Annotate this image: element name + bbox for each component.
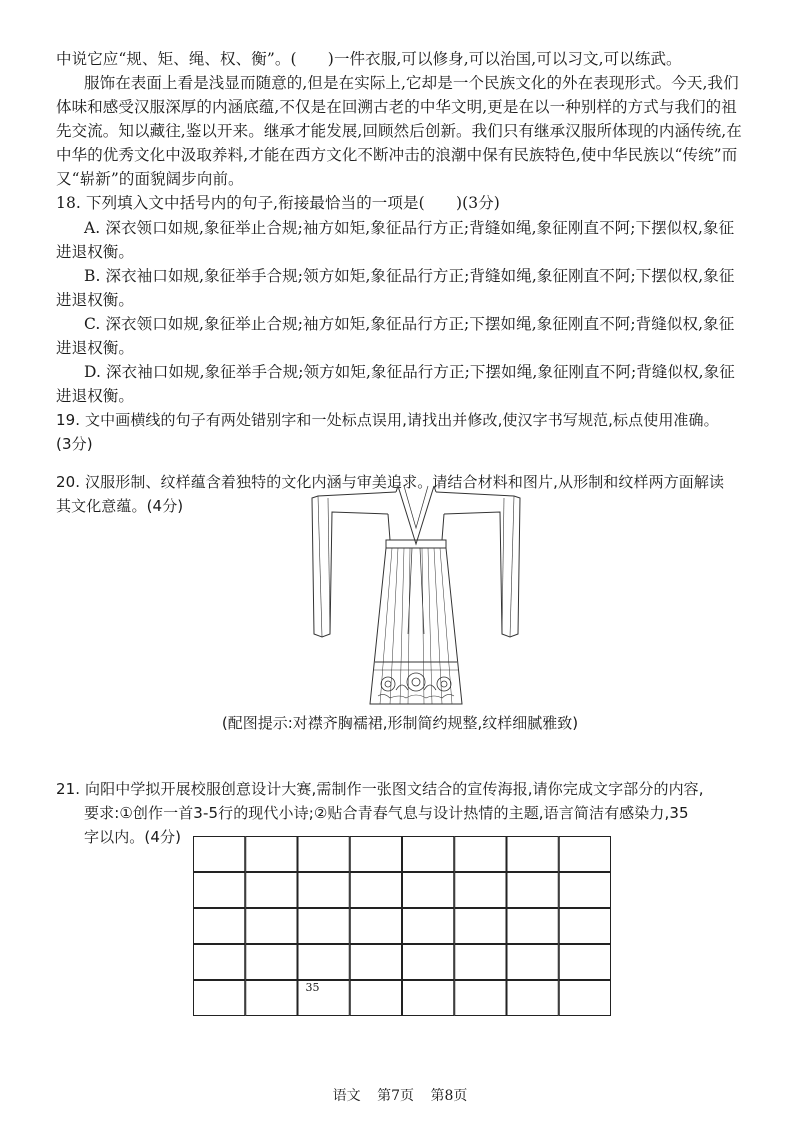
text-line-q18: 18. 下列填入文中括号内的句子,衔接最恰当的一项是( )(3分) <box>56 194 500 212</box>
grid-cell[interactable] <box>246 837 297 872</box>
grid-cell[interactable] <box>350 909 401 944</box>
text-line-q18a2: 进退权衡。 <box>56 243 135 261</box>
text-line-q21a: 21. 向阳中学拟开展校服创意设计大赛,需制作一张图文结合的宣传海报,请你完成文字部分的内容, <box>56 780 704 798</box>
grid-cell[interactable] <box>350 873 401 908</box>
text-line-p1: 服饰在表面上看是浅显而随意的,但是在实际上,它却是一个民族文化的外在表现形式。今天,我们 <box>84 74 739 92</box>
grid-cell[interactable] <box>246 945 297 980</box>
grid-cell[interactable] <box>194 945 245 980</box>
text-line-p2: 体味和感受汉服深厚的内涵底蕴,不仅是在回溯古老的中华文明,更是在以一种别样的方式与我们的祖 <box>56 98 737 116</box>
grid-cell[interactable] <box>559 945 610 980</box>
text-line-p3: 先交流。知以藏往,鉴以开来。继承才能发展,回顾然后创新。我们只有继承汉服所体现的内涵传统,在 <box>56 122 742 140</box>
grid-cell[interactable] <box>455 873 506 908</box>
grid-cell[interactable] <box>507 837 558 872</box>
text-line-q19b: (3分) <box>56 435 93 453</box>
grid-cell[interactable] <box>246 909 297 944</box>
figure-caption: (配图提示:对襟齐胸襦裙,形制简约规整,纹样细腻雅致) <box>221 714 579 732</box>
grid-cell[interactable] <box>403 909 454 944</box>
grid-cell[interactable] <box>194 909 245 944</box>
grid-cell[interactable] <box>298 945 349 980</box>
grid-cell[interactable] <box>350 837 401 872</box>
grid-cell[interactable] <box>403 981 454 1016</box>
hanfu-illustration <box>300 484 532 712</box>
grid-cell[interactable] <box>507 981 558 1016</box>
text-line-q18a1: A. 深衣领口如规,象征举止合规;袖方如矩,象征品行方正;背缝如绳,象征刚直不阿;下摆似权,象征 <box>84 219 735 237</box>
grid-cell[interactable] <box>194 981 245 1016</box>
grid-cell[interactable] <box>246 873 297 908</box>
grid-cell[interactable] <box>403 945 454 980</box>
grid-cell[interactable] <box>455 945 506 980</box>
grid-marker-35: 35 <box>305 981 320 994</box>
grid-cell[interactable] <box>194 873 245 908</box>
grid-cell[interactable] <box>559 909 610 944</box>
grid-cell[interactable] <box>403 873 454 908</box>
grid-cell[interactable] <box>559 981 610 1016</box>
grid-cell[interactable] <box>298 837 349 872</box>
grid-cell[interactable] <box>298 909 349 944</box>
grid-cell[interactable] <box>507 945 558 980</box>
text-line-q21b: 要求:①创作一首3-5行的现代小诗;②贴合青春气息与设计热情的主题,语言简洁有感染力,35 <box>84 804 689 822</box>
answer-grid[interactable] <box>193 836 611 1016</box>
grid-cell[interactable] <box>507 909 558 944</box>
grid-cell[interactable] <box>455 981 506 1016</box>
grid-cell[interactable] <box>403 837 454 872</box>
grid-cell[interactable] <box>350 981 401 1016</box>
grid-cell[interactable] <box>194 837 245 872</box>
text-line-q20a: 20. 汉服形制、纹样蕴含着独特的文化内涵与审美追求。请结合材料和图片,从形制和纹样两方面解读 <box>56 473 725 491</box>
footer-subject: 语文 <box>332 1088 361 1104</box>
footer-total: 第8页 <box>430 1088 468 1104</box>
text-line-p0: 中说它应“规、矩、绳、权、衡”。( )一件衣服,可以修身,可以治国,可以习文,可以练武。 <box>56 50 682 68</box>
text-line-q18b1: B. 深衣袖口如规,象征举手合规;领方如矩,象征品行方正;背缝如绳,象征刚直不阿;下摆似权,象征 <box>84 267 735 285</box>
footer-page: 第7页 <box>377 1088 414 1104</box>
text-line-q18c1: C. 深衣领口如规,象征举止合规;袖方如矩,象征品行方正;下摆如绳,象征刚直不阿;背缝似权,象征 <box>84 315 735 333</box>
text-line-q18c2: 进退权衡。 <box>56 339 135 357</box>
text-line-q21c: 字以内。(4分) <box>84 828 182 846</box>
text-line-q20b: 其文化意蕴。(4分) <box>56 497 184 515</box>
grid-cell[interactable] <box>559 873 610 908</box>
page-footer <box>0 1086 800 1106</box>
text-line-p5: 又“崭新”的面貌阔步向前。 <box>56 170 244 188</box>
text-line-q18d1: D. 深衣袖口如规,象征举手合规;领方如矩,象征品行方正;下摆如绳,象征刚直不阿;背缝似权,象征 <box>84 363 735 381</box>
text-line-q18d2: 进退权衡。 <box>56 387 135 405</box>
text-line-q19a: 19. 文中画横线的句子有两处错别字和一处标点误用,请找出并修改,使汉字书写规范,标点使用准确。 <box>56 411 719 429</box>
grid-cell[interactable] <box>455 909 506 944</box>
grid-cell[interactable] <box>507 873 558 908</box>
grid-cell[interactable] <box>298 873 349 908</box>
grid-cell[interactable] <box>455 837 506 872</box>
text-line-p4: 中华的优秀文化中汲取养料,才能在西方文化不断冲击的浪潮中保有民族特色,使中华民族以“传统”而 <box>56 146 738 164</box>
grid-cell[interactable] <box>559 837 610 872</box>
grid-cell[interactable] <box>350 945 401 980</box>
grid-cell[interactable] <box>246 981 297 1016</box>
text-line-q18b2: 进退权衡。 <box>56 291 135 309</box>
